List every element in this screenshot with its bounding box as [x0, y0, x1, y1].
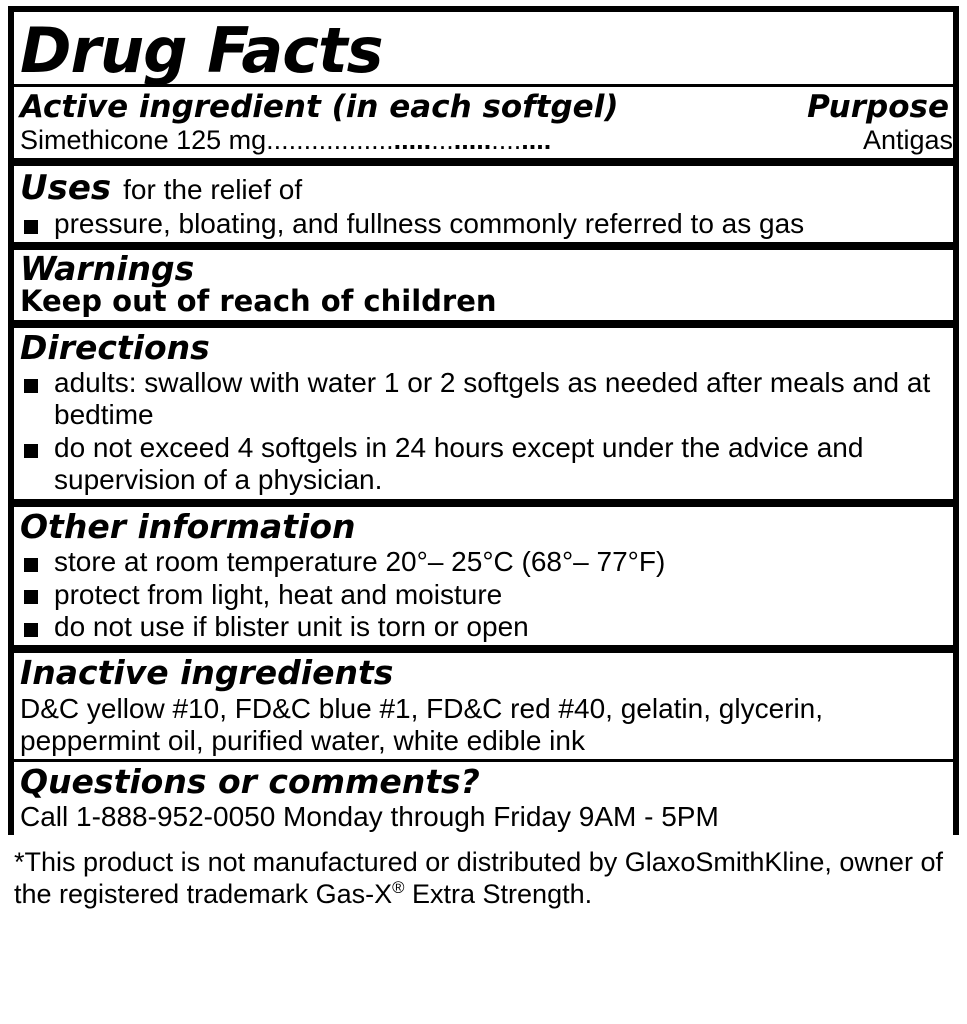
registered-trademark-icon: ®	[392, 878, 405, 898]
divider-directions	[14, 320, 953, 328]
list-item	[20, 367, 953, 432]
uses-section	[14, 166, 953, 242]
bullet-square-icon	[24, 220, 38, 234]
active-ingredient-name: Simethicone 125 mg	[20, 125, 267, 155]
other-information-item-text: do not use if blister unit is torn or open	[54, 610, 529, 642]
footnote	[8, 835, 959, 911]
list-item	[20, 432, 953, 497]
bullet-square-icon	[24, 590, 38, 604]
inactive-ingredients-heading: Inactive ingredients	[20, 653, 394, 693]
uses-list	[20, 208, 953, 240]
directions-section	[14, 328, 953, 499]
bullet-square-icon	[24, 444, 38, 458]
list-item	[20, 611, 953, 643]
divider-other-information	[14, 499, 953, 507]
list-item	[20, 208, 953, 240]
uses-lead: for the relief of	[123, 174, 303, 205]
purpose-heading: Purpose	[807, 89, 949, 125]
uses-heading: Uses	[20, 168, 112, 208]
other-information-list	[20, 546, 953, 643]
active-ingredient-heading: Active ingredient (in each softgel)	[20, 89, 619, 125]
divider-inactive-ingredients	[14, 645, 953, 653]
bullet-square-icon	[24, 379, 38, 393]
active-ingredient-section	[14, 87, 953, 158]
list-item	[20, 579, 953, 611]
inactive-ingredients-section	[14, 653, 953, 758]
questions-text: Call 1-888-952-0050 Monday through Friday 9AM - 5PM	[20, 800, 719, 832]
questions-section	[14, 762, 953, 835]
bullet-square-icon	[24, 558, 38, 572]
footnote-text-part2: Extra Strength.	[404, 879, 593, 910]
active-ingredient-purpose: Antigas	[862, 125, 953, 155]
divider-uses	[14, 158, 953, 166]
leader-dots: ......................................	[266, 125, 552, 155]
active-ingredient-row	[20, 125, 953, 156]
warnings-subheading: Keep out of reach of children	[20, 284, 497, 319]
questions-heading: Questions or comments?	[20, 761, 480, 801]
page-title: Drug Facts	[20, 14, 383, 87]
other-information-item-text: store at room temperature 20°– 25°C (68°– 77°F)	[54, 546, 666, 578]
other-information-section	[14, 507, 953, 646]
uses-item-text: pressure, bloating, and fullness commonly referred to as gas	[54, 208, 805, 239]
directions-list	[20, 367, 953, 497]
inactive-ingredients-text: D&C yellow #10, FD&C blue #1, FD&C red #40, gelatin, glycerin, peppermint oil, purified water, white edible ink	[20, 692, 824, 756]
other-information-item-text: protect from light, heat and moisture	[54, 578, 503, 610]
directions-item-text: adults: swallow with water 1 or 2 softgels as needed after meals and at bedtime	[54, 366, 931, 431]
list-item	[20, 546, 953, 578]
footnote-text-part1: *This product is not manufactured or distributed by GlaxoSmithKline, owner of the registered trademark Gas-X	[14, 846, 943, 910]
bullet-square-icon	[24, 623, 38, 637]
other-information-heading: Other information	[20, 506, 356, 546]
warnings-heading: Warnings	[20, 249, 195, 289]
directions-heading: Directions	[20, 327, 210, 367]
directions-item-text: do not exceed 4 softgels in 24 hours except under the advice and supervision of a physician.	[54, 431, 864, 496]
drug-facts-box	[8, 6, 959, 835]
warnings-section	[14, 250, 953, 319]
